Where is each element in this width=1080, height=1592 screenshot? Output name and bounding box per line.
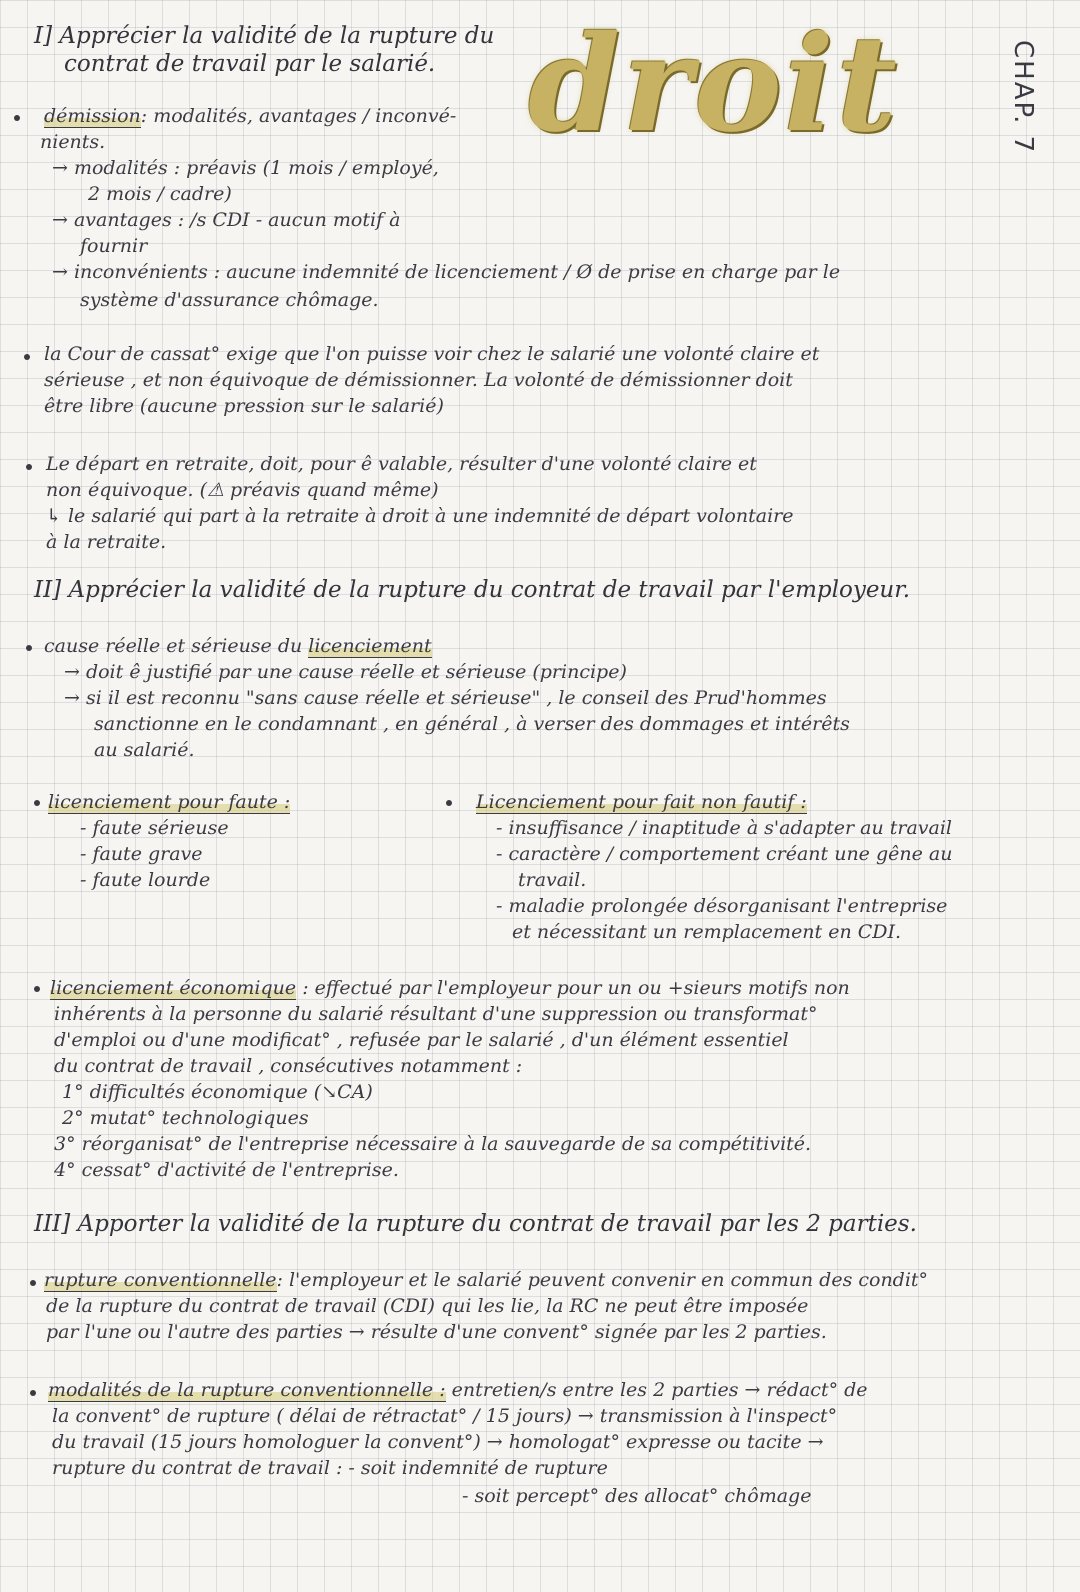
eco-item: 4° cessat° d'activité de l'entreprise. <box>54 1159 399 1181</box>
cause-line2: → doit ê justifié par une cause réelle et sérieuse (principe) <box>64 661 627 683</box>
modalites-line4: rupture du contrat de travail : - soit indemnité de rupture <box>52 1457 608 1479</box>
faute-title <box>48 790 290 814</box>
bullet-dot <box>30 1280 36 1286</box>
eco-term: licenciement économique <box>50 977 297 999</box>
eco-line2: inhérents à la personne du salarié résultant d'une suppression ou transformat° <box>54 1003 818 1025</box>
modalites-line2: la convent° de rupture ( délai de rétractat° / 15 jours) → transmission à l'inspect° <box>52 1405 838 1427</box>
section2-heading: II] Apprécier la validité de la rupture du contrat de travail par l'employeur. <box>34 577 911 603</box>
chapter-label: CHAP. 7 <box>1008 40 1038 155</box>
nonfautif-title-text: Licenciement pour fait non fautif : <box>476 791 807 813</box>
bullet-dot <box>30 1390 36 1396</box>
cassation-line3: être libre (aucune pression sur le salarié) <box>44 395 444 417</box>
eco-item: 2° mutat° technologiques <box>62 1107 309 1129</box>
rc-line2: de la rupture du contrat de travail (CDI) qui les lie, la RC ne peut être imposée <box>46 1295 809 1317</box>
rc-line3: par l'une ou l'autre des parties → résulte d'une convent° signée par les 2 parties. <box>46 1321 827 1343</box>
cause-line5: au salarié. <box>94 739 195 761</box>
bullet-dot <box>24 354 30 360</box>
demission-term: démission <box>44 105 141 127</box>
nonfautif-line1: - insuffisance / inaptitude à s'adapter au travail <box>496 817 952 839</box>
faute-item: - faute lourde <box>80 869 211 891</box>
demission-line1-rest: : modalités, avantages / inconvé- <box>140 105 457 127</box>
rc-line1-rest: : l'employeur et le salarié peuvent convenir en commun des condit° <box>276 1269 929 1291</box>
modalites-line3: du travail (15 jours homologuer la convent°) → homologat° expresse ou tacite → <box>52 1431 824 1453</box>
eco-line3: d'emploi ou d'une modificat° , refusée par le salarié , d'un élément essentiel <box>54 1029 789 1051</box>
nonfautif-line3: travail. <box>518 869 587 891</box>
cassation-line2: sérieuse , et non équivoque de démissionner. La volonté de démissionner doit <box>44 369 793 391</box>
rc-term: rupture conventionnelle <box>44 1269 277 1291</box>
cassation-line1: la Cour de cassat° exige que l'on puisse voir chez le salarié une volonté claire et <box>44 343 820 365</box>
eco-line4: du contrat de travail , consécutives notamment : <box>54 1055 523 1077</box>
faute-item: - faute sérieuse <box>80 817 229 839</box>
bullet-dot <box>34 986 40 992</box>
eco-item: 1° difficultés économique (↘CA) <box>62 1081 373 1103</box>
modalites-line1 <box>48 1378 868 1402</box>
faute-title-text: licenciement pour faute : <box>48 791 291 813</box>
modalites-term: modalités de la rupture conventionnelle : <box>48 1379 446 1401</box>
retraite-line4: à la retraite. <box>46 531 167 553</box>
eco-item: 3° réorganisat° de l'entreprise nécessaire à la sauvegarde de sa compétitivité. <box>54 1133 812 1155</box>
nonfautif-line5: et nécessitant un remplacement en CDI. <box>512 921 902 943</box>
section3-heading: III] Apporter la validité de la rupture du contrat de travail par les 2 parties. <box>34 1211 917 1237</box>
rc-line1 <box>44 1268 928 1292</box>
eco-line1 <box>50 976 850 1000</box>
demission-line4: 2 mois / cadre) <box>88 183 232 205</box>
retraite-line1: Le départ en retraite, doit, pour ê valable, résulter d'une volonté claire et <box>46 453 757 475</box>
section1-heading-line1: I] Apprécier la validité de la rupture du <box>34 23 495 49</box>
bullet-dot <box>446 800 452 806</box>
nonfautif-line4: - maladie prolongée désorganisant l'entreprise <box>496 895 948 917</box>
cause-line1 <box>44 634 432 658</box>
retraite-line3: ↳ le salarié qui part à la retraite à droit à une indemnité de départ volontaire <box>46 505 794 527</box>
demission-line3: → modalités : préavis (1 mois / employé, <box>52 157 439 179</box>
demission-line1 <box>44 104 456 128</box>
bullet-dot <box>26 464 32 470</box>
retraite-line2: non équivoque. (⚠ préavis quand même) <box>46 479 439 501</box>
cause-line3: → si il est reconnu "sans cause réelle et sérieuse" , le conseil des Prud'hommes <box>64 687 827 709</box>
demission-line2: nients. <box>40 131 106 153</box>
section1-heading-line2: contrat de travail par le salarié. <box>64 51 436 77</box>
bullet-dot <box>14 115 20 121</box>
licenciement-term: licenciement <box>308 635 432 657</box>
eco-line1-rest: : effectué par l'employeur pour un ou +sieurs motifs non <box>296 977 850 999</box>
demission-line5: → avantages : /s CDI - aucun motif à <box>52 209 401 231</box>
cause-line1-pre: cause réelle et sérieuse du <box>44 635 309 657</box>
nonfautif-title <box>476 790 807 814</box>
faute-item: - faute grave <box>80 843 203 865</box>
bullet-dot <box>26 645 32 651</box>
modalites-line1-rest: entretien/s entre les 2 parties → rédact° de <box>445 1379 868 1401</box>
demission-line8: système d'assurance chômage. <box>80 289 379 311</box>
demission-line6: fournir <box>80 235 148 257</box>
modalites-line5: - soit percept° des allocat° chômage <box>462 1485 812 1507</box>
cause-line4: sanctionne en le condamnant , en général , à verser des dommages et intérêts <box>94 713 850 735</box>
demission-line7: → inconvénients : aucune indemnité de licenciement / Ø de prise en charge par le <box>52 261 841 283</box>
title-droit: droit <box>528 7 900 162</box>
bullet-dot <box>34 800 40 806</box>
nonfautif-line2: - caractère / comportement créant une gêne au <box>496 843 953 865</box>
